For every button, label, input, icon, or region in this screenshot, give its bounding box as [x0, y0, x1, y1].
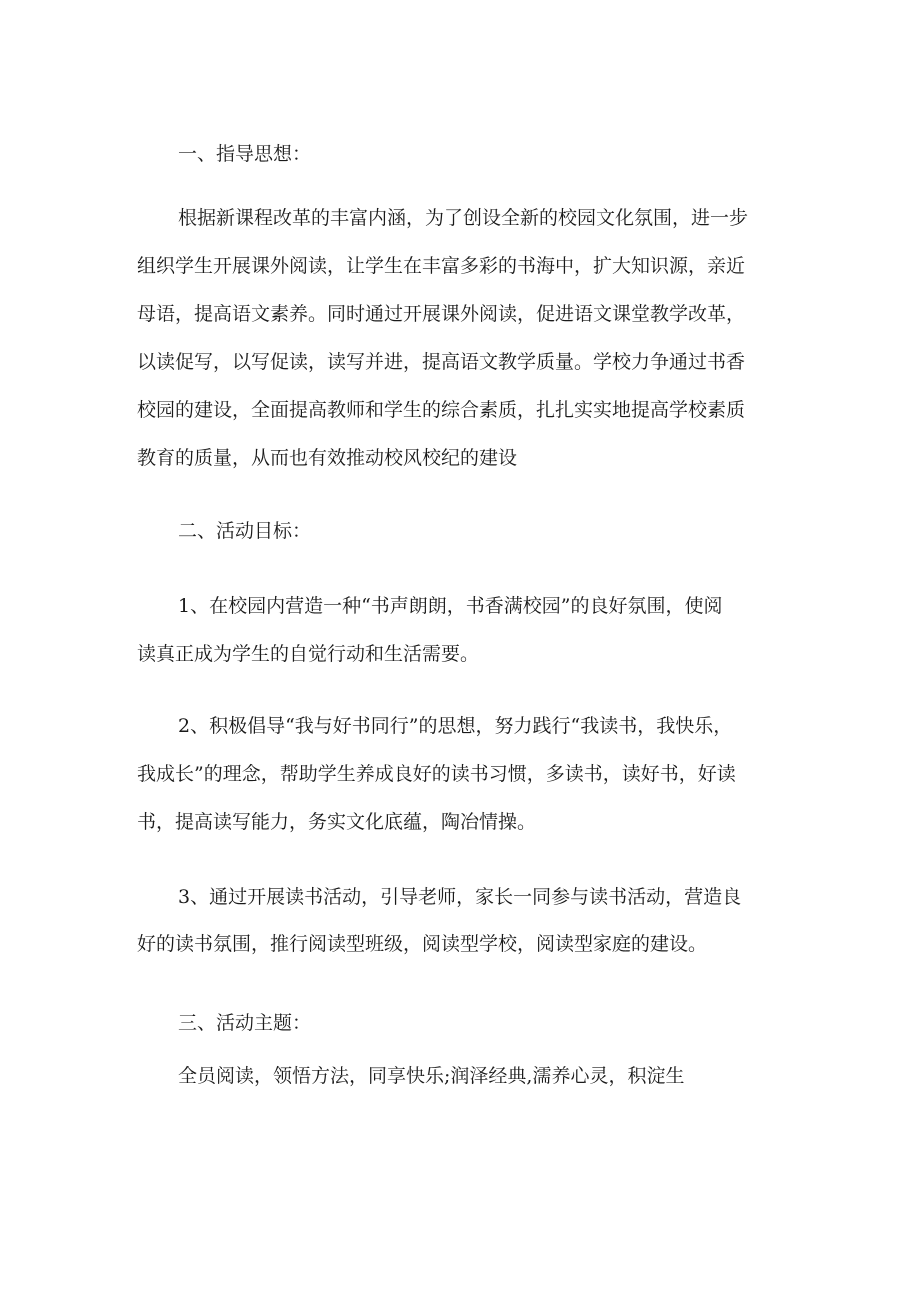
- paragraph-line: 教育的质量，从而也有效推动校风校纪的建设: [137, 447, 518, 469]
- paragraph-line: 组织学生开展课外阅读，让学生在丰富多彩的书海中，扩大知识源，亲近: [137, 255, 746, 277]
- paragraph-line: 根据新课程改革的丰富内涵，为了创设全新的校园文化氛围，进一步: [178, 207, 749, 229]
- goal-item-1-line: 读真正成为学生的自觉行动和生活需要。: [137, 643, 480, 665]
- goal-item-2-line: 书，提高读写能力，务实文化底蕴，陶冶情操。: [137, 811, 537, 833]
- paragraph-line: 以读促写，以写促读，读写并进，提高语文教学质量。学校力争通过书香: [137, 351, 746, 373]
- paragraph-line: 校园的建设，全面提高教师和学生的综合素质，扎扎实实地提高学校素质: [137, 399, 746, 421]
- theme-line: 全员阅读，领悟方法，同享快乐;润泽经典,濡养心灵，积淀生: [178, 1065, 685, 1087]
- section-heading-activity-goals: 二、活动目标：: [178, 520, 312, 542]
- goal-item-3-line: 3、通过开展读书活动，引导老师，家长一同参与读书活动，营造良: [178, 886, 742, 908]
- goal-item-3-line: 好的读书氛围，推行阅读型班级，阅读型学校，阅读型家庭的建设。: [137, 933, 708, 955]
- goal-item-2-line: 2、积极倡导“我与好书同行”的思想，努力践行“我读书，我快乐，: [178, 715, 733, 737]
- goal-item-2-line: 我成长”的理念，帮助学生养成良好的读书习惯，多读书，读好书，好读: [137, 763, 736, 785]
- goal-item-1-line: 1、在校园内营造一种“书声朗朗，书香满校园”的良好氛围，使阅: [178, 595, 723, 617]
- paragraph-line: 母语，提高语文素养。同时通过开展课外阅读，促进语文课堂教学改革，: [137, 303, 746, 325]
- section-heading-guiding-ideology: 一、指导思想：: [178, 143, 312, 165]
- section-heading-activity-theme: 三、活动主题：: [178, 1012, 312, 1034]
